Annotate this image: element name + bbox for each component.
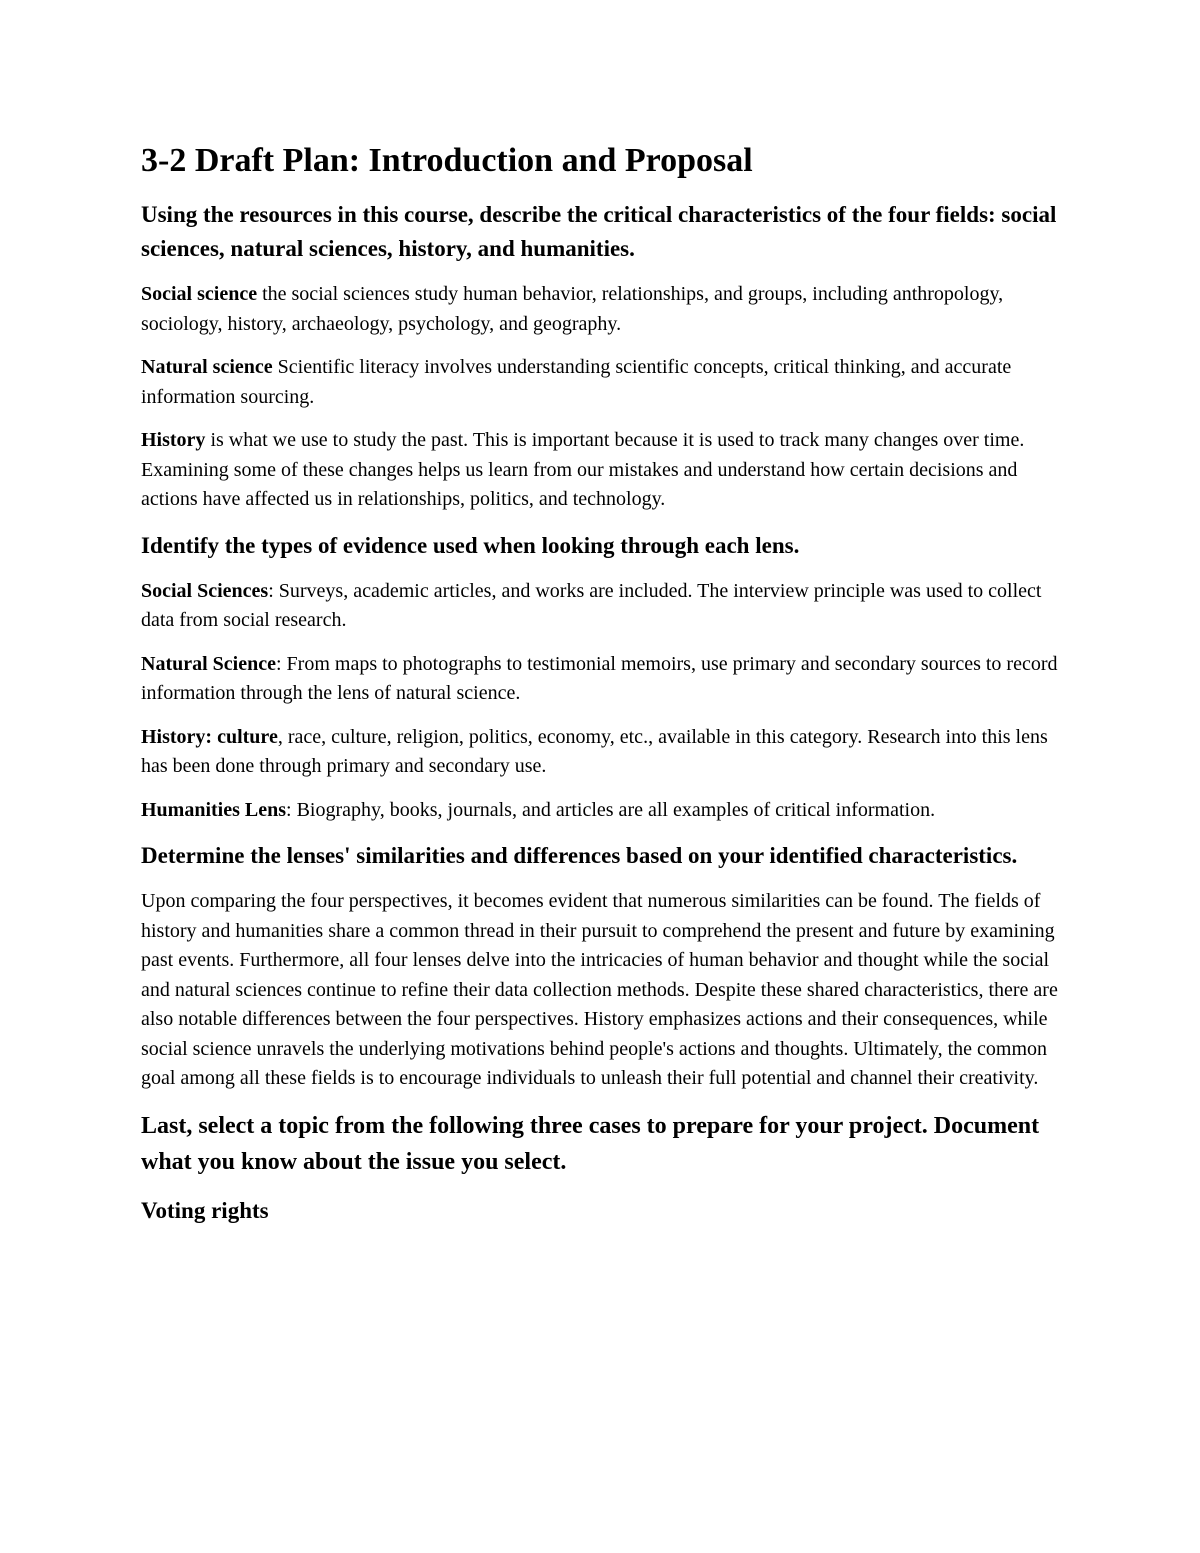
section-heading-topic-selection: Last, select a topic from the following three cases to prepare for your project. Document what you know about the issue you select. (141, 1112, 1040, 1175)
text-evidence-natural-science: : From maps to photographs to testimonial memoirs, use primary and secondary sources to record information through the lens of natural science. (141, 652, 1058, 704)
text-evidence-humanities: : Biography, books, journals, and articles are all examples of critical information. (286, 798, 936, 821)
label-evidence-humanities: Humanities Lens (141, 798, 287, 821)
section-heading-evidence: Identify the types of evidence used when looking through each lens. (141, 532, 800, 558)
label-social-science: Social science (141, 283, 258, 305)
label-history: History (141, 429, 206, 451)
text-history: is what we use to study the past. This is important because it is used to track many changes over time. Examining some of these changes helps us learn from our mistakes and understand how certain decisions and actions have affected us in relationships, politics, and technology. (141, 429, 1025, 510)
text-evidence-social-sciences: : Surveys, academic articles, and works are included. The interview principle was used to collect data from social research. (141, 579, 1042, 631)
paragraph-social-science (141, 280, 1071, 339)
paragraph-similarities-body: Upon comparing the four perspectives, it becomes evident that numerous similarities can be found. The fields of history and humanities share a common thread in their pursuit to comprehend the present and future by examining past events. Furthermore, all four lenses delve into the intricacies of human behavior and thought while the social and natural sciences continue to refine their data collection methods. Despite these shared characteristics, there are also notable differences between the four perspectives. History emphasizes actions and their consequences, while social science unravels the underlying motivations behind people's actions and thoughts. Ultimately, the common goal among all these fields is to encourage individuals to unleash their full potential and channel their creativity. (141, 890, 1058, 1089)
paragraph-evidence-history (141, 723, 1071, 782)
section-heading-characteristics: Using the resources in this course, describe the critical characteristics of the four fields: social sciences, natural sciences, history, and humanities. (141, 202, 1057, 261)
section-heading-similarities: Determine the lenses' similarities and differences based on your identified characteristics. (141, 843, 1018, 868)
paragraph-history (141, 426, 1071, 515)
document-title: 3-2 Draft Plan: Introduction and Proposal (141, 142, 753, 179)
label-evidence-history: History: culture (141, 725, 278, 748)
text-natural-science: Scientific literacy involves understanding scientific concepts, critical thinking, and accurate information sourcing. (141, 356, 1012, 408)
paragraph-evidence-natural-science (141, 650, 1071, 709)
label-evidence-natural-science: Natural Science (141, 652, 276, 675)
label-natural-science: Natural science (141, 356, 273, 378)
paragraph-natural-science (141, 353, 1071, 412)
text-social-science: the social sciences study human behavior, relationships, and groups, including anthropology, sociology, history, archaeology, psychology, and geography. (141, 283, 1004, 335)
paragraph-evidence-humanities (141, 796, 1071, 826)
label-evidence-social-sciences: Social Sciences (141, 579, 269, 602)
paragraph-evidence-social-sciences (141, 577, 1071, 636)
text-evidence-history: , race, culture, religion, politics, economy, etc., available in this category. Research into this lens has been done through primary and secondary use. (141, 725, 1048, 777)
subheading-voting-rights: Voting rights (141, 1197, 269, 1223)
document-page (141, 140, 1071, 1242)
